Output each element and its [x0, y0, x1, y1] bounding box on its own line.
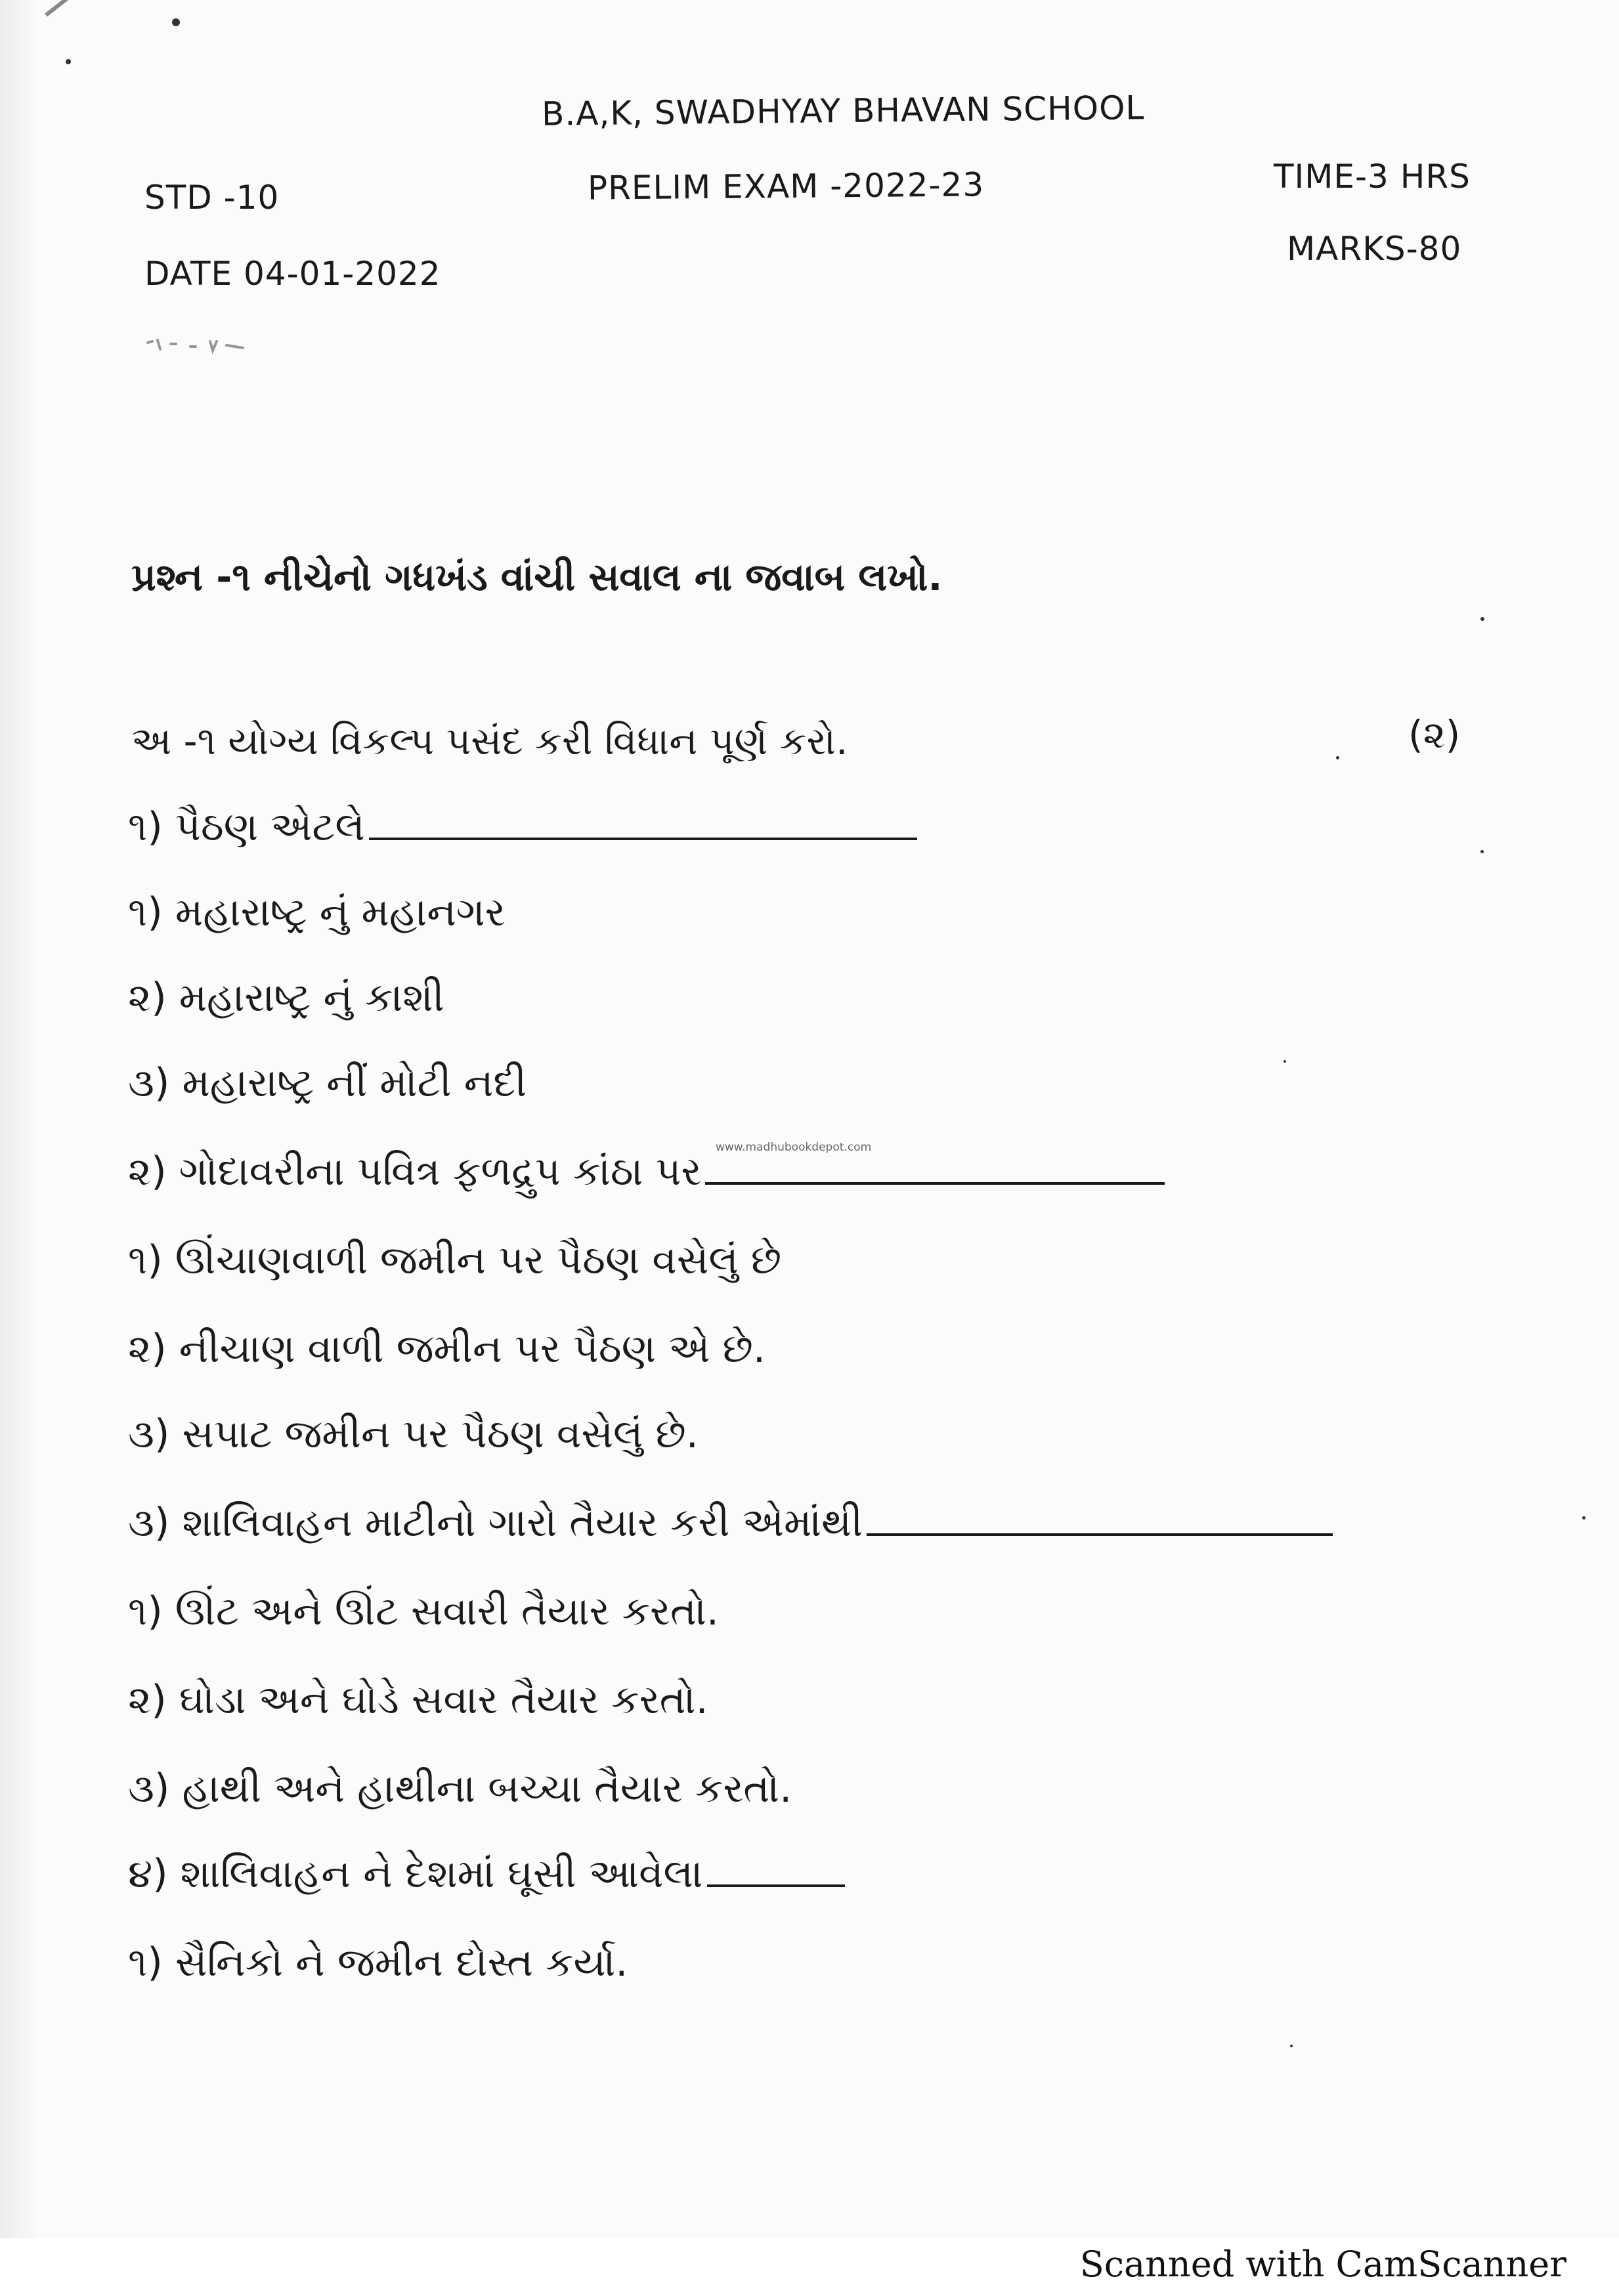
- ink-speck: [1480, 617, 1484, 621]
- item-text: ૪) શાલિવાહન ને દેશમાં ઘૂસી આવેલા: [128, 1851, 703, 1897]
- question-item-line: [128, 1500, 1333, 1546]
- faded-scribble: [144, 335, 246, 354]
- question-item-line: [128, 1149, 1165, 1195]
- item-text: ૩) મહારાષ્ટ્ર નીં મોટી નદી: [128, 1060, 527, 1106]
- question-item-line: [128, 1411, 699, 1457]
- question-item-line: [128, 1060, 527, 1106]
- question-item-line: [128, 889, 506, 935]
- section-marks: (૨): [1408, 712, 1461, 757]
- question-item-line: [128, 1326, 766, 1372]
- question-title: પ્રશ્ન -૧ નીચેનો ગધખંડ વાંચી સવાલ ના જવાબ લખો.: [131, 555, 943, 599]
- standard-label: STD -10: [144, 179, 280, 217]
- date-label: DATE 04-01-2022: [144, 255, 441, 293]
- ink-speck: [1582, 1516, 1586, 1520]
- ink-speck: [1336, 756, 1339, 759]
- question-item-line: [128, 975, 444, 1021]
- question-item-line: [128, 1588, 719, 1634]
- ink-speck: [1284, 1060, 1286, 1063]
- exam-title: PRELIM EXAM -2022-23: [587, 165, 985, 207]
- answer-blank: [369, 832, 917, 840]
- question-item-line: [128, 1851, 845, 1897]
- watermark-url: www.madhubookdepot.com: [716, 1141, 872, 1154]
- item-text: ૨) મહારાષ્ટ્ર નું કાશી: [128, 975, 444, 1021]
- ink-speck: [66, 59, 71, 64]
- answer-blank: [707, 1879, 845, 1887]
- section-instruction: અ -૧ યોગ્ય વિકલ્પ પસંદ કરી વિધાન પૂર્ણ કરો.: [131, 719, 848, 763]
- question-item-line: [128, 1677, 708, 1723]
- item-text: ૧) ઊંચાણવાળી જમીન પર પૈઠણ વસેલું છે: [128, 1237, 782, 1283]
- item-text: ૨) નીચાણ વાળી જમીન પર પૈઠણ એ છે.: [128, 1326, 766, 1372]
- camscanner-label: Scanned with CamScanner: [1079, 2243, 1566, 2285]
- question-item-line: [128, 1237, 781, 1283]
- school-name: B.A,K, SWADHYAY BHAVAN SCHOOL: [541, 89, 1145, 133]
- ink-speck: [1290, 2045, 1293, 2047]
- ink-speck: [172, 18, 180, 26]
- answer-blank: [705, 1177, 1165, 1185]
- marks-label: MARKS-80: [1287, 230, 1462, 268]
- item-text: ૩) સપાટ જમીન પર પૈઠણ વસેલું છે.: [128, 1411, 699, 1457]
- item-text: ૩) હાથી અને હાથીના બચ્ચા તૈયાર કરતો.: [128, 1766, 792, 1812]
- item-text: ૧) પૈઠણ એટલે: [128, 804, 365, 850]
- time-label: TIME-3 HRS: [1274, 158, 1471, 196]
- answer-blank: [867, 1528, 1333, 1536]
- item-text: ૩) શાલિવાહન માટીનો ગારો તૈયાર કરી એમાંથી: [128, 1500, 863, 1546]
- item-text: ૨) ગોદાવરીના પવિત્ર ફળદ્રુપ કાંઠા પર: [128, 1149, 702, 1195]
- item-text: ૧) મહારાષ્ટ્ર નું મહાનગર: [128, 889, 506, 935]
- question-item-line: [128, 1766, 792, 1812]
- item-text: ૧) ઊંટ અને ઊંટ સવારી તૈયાર કરતો.: [128, 1588, 719, 1634]
- ink-speck: [1480, 850, 1484, 853]
- question-item-line: [128, 804, 917, 850]
- page-shadow: [0, 0, 39, 2238]
- item-text: ૧) સૈનિકો ને જમીન દોસ્ત કર્યા.: [128, 1940, 628, 1986]
- item-text: ૨) ઘોડા અને ઘોડે સવાર તૈયાર કરતો.: [128, 1677, 708, 1723]
- question-item-line: [128, 1940, 628, 1986]
